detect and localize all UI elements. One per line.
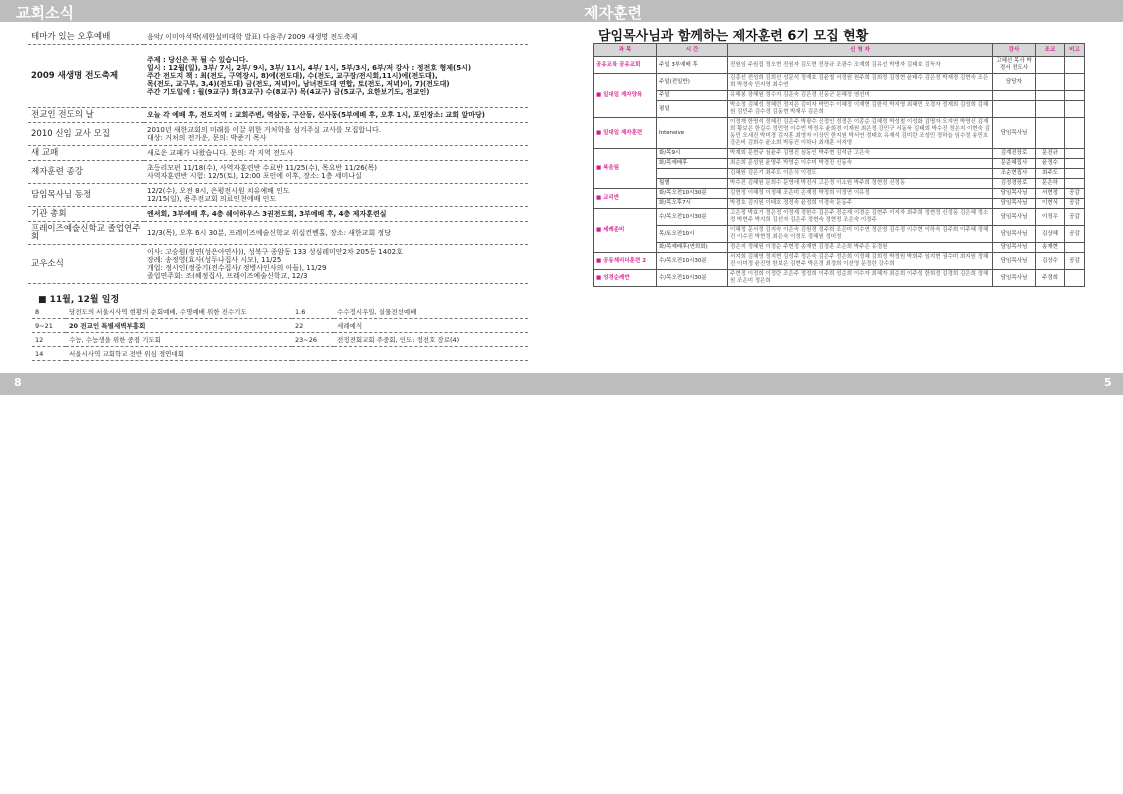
roster-names: 박수진 김혜원 문희수 문영애 박진서 고은정 이소원 박주희 정현정 신정동 <box>728 179 993 189</box>
roster-assistant: 이현식 <box>1036 199 1065 209</box>
roster-row <box>594 149 1085 159</box>
schedule-event: 전정전회교회 주중회, 인도: 정전호 장로(4) <box>334 333 528 347</box>
roster-category: ■ 공동체리더훈련 2 <box>594 253 657 270</box>
roster-row <box>594 169 1085 179</box>
roster-assistant <box>1036 91 1065 101</box>
roster-note <box>1065 118 1085 149</box>
roster-note <box>1065 91 1085 101</box>
roster-assistant: 송재현 <box>1036 243 1065 253</box>
roster-row <box>594 159 1085 169</box>
roster-time: 화/목오전10시30분 <box>657 189 728 199</box>
roster-row <box>594 270 1085 287</box>
schedule-date: 22 <box>292 319 334 333</box>
roster-assistant: 이정우 <box>1036 209 1065 226</box>
roster-assistant: 김상수 <box>1036 253 1065 270</box>
news-text: 주제 : 당신은 꼭 될 수 있습니다. 일시 : 12월(일), 3부/ 7시, 2부/ 9시, 3부/ 11시, 4부/ 1시, 5부/3시, 6부/저 강사 : 정전호 형제(5시) 주간 전도지 책 : 최(전도, 구역장시, 8)에(전도대), 수(전도, 교구장/전시회,11시)에(전도대), 목(전도, 교구부, 3,4)(전도대) 금(전도, 저녁)이, 남녀전도대 연합, 토(전도, 저녁)이, 7)(전도대) 주간 기도일에 : 월(9교구) 화(3교구) 수(8교구) 목(4교구) 금(5교구, 요한보기도, 전교인) <box>144 45 528 108</box>
news-row <box>28 207 528 222</box>
roster-category: ■ 교리반 <box>594 189 657 209</box>
news-text: 엔셔회, 3부예배 후, 4층 쉐이하우스 3권전도회, 3부예배 후, 4층 제자훈련실 <box>144 207 528 222</box>
schedule-event <box>334 347 528 361</box>
news-label: 2010 신임 교사 모집 <box>28 123 144 146</box>
schedule-row <box>32 319 528 333</box>
roster-assistant: 최주도 <box>1036 169 1065 179</box>
roster-note: 공감 <box>1065 226 1085 243</box>
schedule-event: 당전도의 서울시사역 현황의 순회예배, 수명예배 위한 진수기도 <box>66 305 292 319</box>
news-text: 음악/ 이미아석박(세한설비대학 발표) 다음주/ 2009 새생명 전도축제 <box>144 30 528 45</box>
schedule-date: 14 <box>32 347 66 361</box>
roster-category: ■ 복음팀 <box>594 149 657 189</box>
schedule-date: 12 <box>32 333 66 347</box>
roster-leader: 담임목사님 <box>993 226 1036 243</box>
roster-names: 고은정 박효기 정은정 이정재 정한수 김은주 정순재 이경순 김현주 이지자 최주희 정현정 신정동 김은혜 정소정 박현주 박지희 김선자 김은주 정현숙 정현정 조은숙 이정주 <box>728 209 993 226</box>
roster-leader: 담임목사님 <box>993 243 1036 253</box>
news-label: 교우소식 <box>28 245 144 284</box>
roster-names: 박계희 문현규 심윤주 김명진 심동인 박주현 김석균 고은숙 <box>728 149 993 159</box>
news-row <box>28 184 528 207</box>
roster-time: 평일 <box>657 101 728 118</box>
roster-row <box>594 118 1085 149</box>
roster-note: 공감 <box>1065 253 1085 270</box>
news-row <box>28 222 528 245</box>
schedule-heading: ■ 11월, 12월 일정 <box>38 295 120 305</box>
roster-time: 목/토오전10시 <box>657 226 728 243</box>
roster-category: 공유교육 공유교회 <box>594 57 657 74</box>
roster-note <box>1065 169 1085 179</box>
roster-time: 수/목오전10시30분 <box>657 270 728 287</box>
schedule-row <box>32 333 528 347</box>
roster-note: 공감 <box>1065 209 1085 226</box>
news-label: 전교인 전도의 날 <box>28 108 144 123</box>
roster-note: 공감 <box>1065 189 1085 199</box>
roster-row <box>594 101 1085 118</box>
roster-row <box>594 243 1085 253</box>
roster-leader: 담임목사님 <box>993 270 1036 287</box>
roster-assistant <box>1036 74 1065 91</box>
roster-leader <box>993 101 1036 118</box>
roster-leader: 조순현집사 <box>993 169 1036 179</box>
news-row <box>28 161 528 184</box>
roster-names: 박소정 김혜성 정혜련 정지은 김미자 박민수 이혜정 이재현 김한석 박지영 최혜민 오경자 정재희 김성희 김혜원 김민주 김수경 김동현 박재우 김은희 <box>728 101 993 118</box>
roster-assistant: 문은하 <box>1036 179 1065 189</box>
roster-header-cell: 시 간 <box>657 44 728 57</box>
church-news-table <box>28 30 528 284</box>
news-label: 담임목사님 동정 <box>28 184 144 207</box>
roster-assistant: 서현정 <box>1036 189 1065 199</box>
roster-names: 주현정 이정희 이정란 조은주 정정희 이주희 성순희 이수자 최혜자 최순희 이주성 한희정 김경희 김은희 정혜원 조은미 정은희 <box>728 270 993 287</box>
roster-names: 유해봉 장혜원 정수지 김운숙 김은경 신동군 문혜정 염선미 <box>728 91 993 101</box>
news-text: 2010년 새한교회의 미래를 이끌 위한 거처학을 섬겨주실 교사를 모집합니다. 대상: 거처의 전가운, 문의: 박준기 목사 <box>144 123 528 146</box>
schedule-row <box>32 305 528 319</box>
right-section-title: 제자훈련 <box>584 4 642 22</box>
roster-note <box>1065 270 1085 287</box>
roster-leader: 담임목사님 <box>993 199 1036 209</box>
roster-names: 이정재 한명석 정혜진 김은주 박광수 신정인 정정은 이종순 김혜정 박성철 이성화 김명자 오지연 박영신 김재희 황보은 한길수 정민영 이수빈 박정우 윤희경 이재원 최은정 강민구 서동욱 김태희 박수진 정은지 이현숙 김동민 오세진 박미경 김지훈 최영자 이상민 한지원 박서연 정태호 유재석 김미란 조성민 정하늘 임수정 송민호 강은비 김희수 윤소희 박동진 이하나 최재훈 서지영 <box>728 118 993 149</box>
roster-header-cell: 조교 <box>1036 44 1065 57</box>
roster-time: 화/목9시 <box>657 149 728 159</box>
roster-leader: 담당자 <box>993 74 1036 91</box>
news-label: 제자훈련 종강 <box>28 161 144 184</box>
roster-leader: 담임목사님 <box>993 189 1036 199</box>
news-row <box>28 245 528 284</box>
roster-names: 정은지 정혜원 이정순 주현정 송재현 김정훈 조은희 박주은 유경원 <box>728 243 993 253</box>
schedule-event: 수수정시우일, 실물전선예배 <box>334 305 528 319</box>
roster-leader: 김정경장로 <box>993 179 1036 189</box>
roster-header-cell: 신 청 자 <box>728 44 993 57</box>
schedule-date: 1.6 <box>292 305 334 319</box>
roster-note <box>1065 74 1085 91</box>
roster-names: 서지희 김혜영 정지현 김성주 정은숙 김은주 정은희 이정혜 김희정 박정원 박희주 임지현 권수미 최지원 정혜진 이미정 윤진영 한보은 김현주 박은경 최정희 이선영 문정란 강수희 <box>728 253 993 270</box>
schedule-date: 9~21 <box>32 319 66 333</box>
roster-leader: 담임목사님 <box>993 253 1036 270</box>
roster-header-cell: 강사 <box>993 44 1036 57</box>
news-row <box>28 146 528 161</box>
roster-note <box>1065 179 1085 189</box>
schedule-date <box>292 347 334 361</box>
roster-names: 박경호 김지원 이태호 정정숙 윤정희 이경숙 문동주 <box>728 199 993 209</box>
left-section-title: 교회소식 <box>16 4 74 22</box>
roster-assistant: 주정희 <box>1036 270 1065 287</box>
news-row <box>28 45 528 108</box>
roster-names: 전원임 주원집 정오현 전원자 김도현 전장규 조광수 조재희 김유선 박명자 김태호 김득자 <box>728 57 993 74</box>
schedule-date: 8 <box>32 305 66 319</box>
roster-names: 김현정 이혜정 이정혜 조은미 손재정 박정희 이정연 이유정 <box>728 189 993 199</box>
roster-time <box>657 169 728 179</box>
roster-time: 화/목오후7시 <box>657 199 728 209</box>
roster-row <box>594 199 1085 209</box>
news-row <box>28 123 528 146</box>
roster-names: 최순희 문성원 윤명주 박영순 이수미 박경진 신동숙 <box>728 159 993 169</box>
roster-time: 수/목오전10시30분 <box>657 209 728 226</box>
roster-assistant: 김상혜 <box>1036 226 1065 243</box>
roster-category: ■ 성경순례반 <box>594 270 657 287</box>
news-text: 초등리모펀 11/18(수), 사역자훈련반 수료반 11/25(수), 목요반 11/26(목) 사역자훈련반 시험: 12/5(토), 12:00 포인에 이후, 장소: 1층 세미나실 <box>144 161 528 184</box>
schedule-event: 서울시사역 교회학교 전반 위심 경연대회 <box>66 347 292 361</box>
roster-note <box>1065 243 1085 253</box>
news-row <box>28 108 528 123</box>
roster-row <box>594 91 1085 101</box>
roster-header-cell: 비고 <box>1065 44 1085 57</box>
news-text: 12/2(수), 오전 8시, 은평전시원 치유예배 인도 12/15(일), 용주전교회 의료인천에배 인도 <box>144 184 528 207</box>
roster-leader: 김계진장로 <box>993 149 1036 159</box>
roster-row <box>594 179 1085 189</box>
roster-note <box>1065 149 1085 159</box>
roster-leader: 담임목사님 <box>993 118 1036 149</box>
left-page-number: 8 <box>14 376 22 389</box>
news-label: 프레이즈예술신학교 졸업연주회 <box>28 222 144 245</box>
roster-leader: 고혜선 목사 박경서 전도사 <box>993 57 1036 74</box>
top-band <box>0 0 1123 22</box>
schedule-event: 수능, 수능생을 위한 중점 기도회 <box>66 333 292 347</box>
roster-names: 김혜원 김은기 최주도 이은식 이정도 <box>728 169 993 179</box>
news-text: 오늘 각 예배 후, 전도지역 : 교회주변, 역삼동, 구산동, 신사동(5부예배 후, 오후 1시, 포인장소: 교회 앞마당) <box>144 108 528 123</box>
roster-category: ■ 세례준비 <box>594 209 657 253</box>
roster-time: 월별 <box>657 179 728 189</box>
roster-category: ■ 일대일 제자훈련 <box>594 118 657 149</box>
roster-leader: 문준혜집사 <box>993 159 1036 169</box>
roster-row <box>594 253 1085 270</box>
schedule-row <box>32 347 528 361</box>
roster-time: Intensive <box>657 118 728 149</box>
news-text: 이사: 고승원(정연(성은아연사)), 성북구 종암동 133 성심레미안2차 205동 1402호 장례: 송정영(효사(성두나집사 시모), 11/25 개업: 정시인(정중기(전수집사/ 정병사인사의 아들), 11/29 졸업연주회: 조(혜정집사, 프레이즈예술신학교, 12/3 <box>144 245 528 284</box>
roster-row <box>594 226 1085 243</box>
roster-row <box>594 189 1085 199</box>
roster-time: 주일 3부예배 후 <box>657 57 728 74</box>
roster-note <box>1065 101 1085 118</box>
roster-assistant <box>1036 101 1065 118</box>
roster-note <box>1065 57 1085 74</box>
roster-names: 이혜정 문서정 김지숙 이은숙 김원정 정주희 조은미 이수연 정은영 김수경 이수현 이하숙 김주희 이주혜 정혜진 이수진 박현정 최은숙 이정도 정혜원 정미정 <box>728 226 993 243</box>
schedule-date: 23~26 <box>292 333 334 347</box>
roster-assistant <box>1036 57 1065 74</box>
roster-assistant: 문진규 <box>1036 149 1065 159</box>
roster-assistant <box>1036 118 1065 149</box>
right-page-number: 5 <box>1104 376 1112 389</box>
roster-names: 김종선 전성희 김희선 성문석 정재호 김윤철 서정원 원주희 김희정 김정현 윤태수 김은정 박재경 김현숙 조은희 박정숙 민지영 최수연 <box>728 74 993 91</box>
news-label: 2009 새생명 전도축제 <box>28 45 144 108</box>
roster-note <box>1065 159 1085 169</box>
news-label: 새 교패 <box>28 146 144 161</box>
roster-time: 수/목오전10시30분 <box>657 253 728 270</box>
roster-time: 화/목예배후 <box>657 159 728 169</box>
roster-row <box>594 57 1085 74</box>
news-label: 테마가 있는 오후예배 <box>28 30 144 45</box>
schedule-table <box>32 305 528 361</box>
news-label: 기관 총회 <box>28 207 144 222</box>
roster-time: 주일(전일반) <box>657 74 728 91</box>
roster-title: 담임목사님과 함께하는 제자훈련 6기 모집 현황 <box>598 29 869 44</box>
bottom-band <box>0 373 1123 395</box>
roster-leader <box>993 91 1036 101</box>
schedule-event: 20 전교인 특별새벽부흥회 <box>66 319 292 333</box>
roster-time: 주일 <box>657 91 728 101</box>
roster-header-row <box>594 44 1085 57</box>
news-text: 12/3(목), 오후 6시 30분, 프레이즈예술신학교 위십컨벤홀, 장소: 새한교회 정당 <box>144 222 528 245</box>
roster-category: ■ 일대일 제자양육 <box>594 74 657 118</box>
roster-note: 공감 <box>1065 199 1085 209</box>
roster-assistant: 윤정수 <box>1036 159 1065 169</box>
roster-row <box>594 209 1085 226</box>
news-text: 새로운 교패가 나왔습니다. 문의: 각 지역 전도사 <box>144 146 528 161</box>
schedule-event: 세례예식 <box>334 319 528 333</box>
roster-leader: 담임목사님 <box>993 209 1036 226</box>
roster-time: 화/목예배후(연희회) <box>657 243 728 253</box>
roster-table <box>593 43 1085 287</box>
roster-row <box>594 74 1085 91</box>
roster-header-cell: 과 목 <box>594 44 657 57</box>
news-row <box>28 30 528 45</box>
